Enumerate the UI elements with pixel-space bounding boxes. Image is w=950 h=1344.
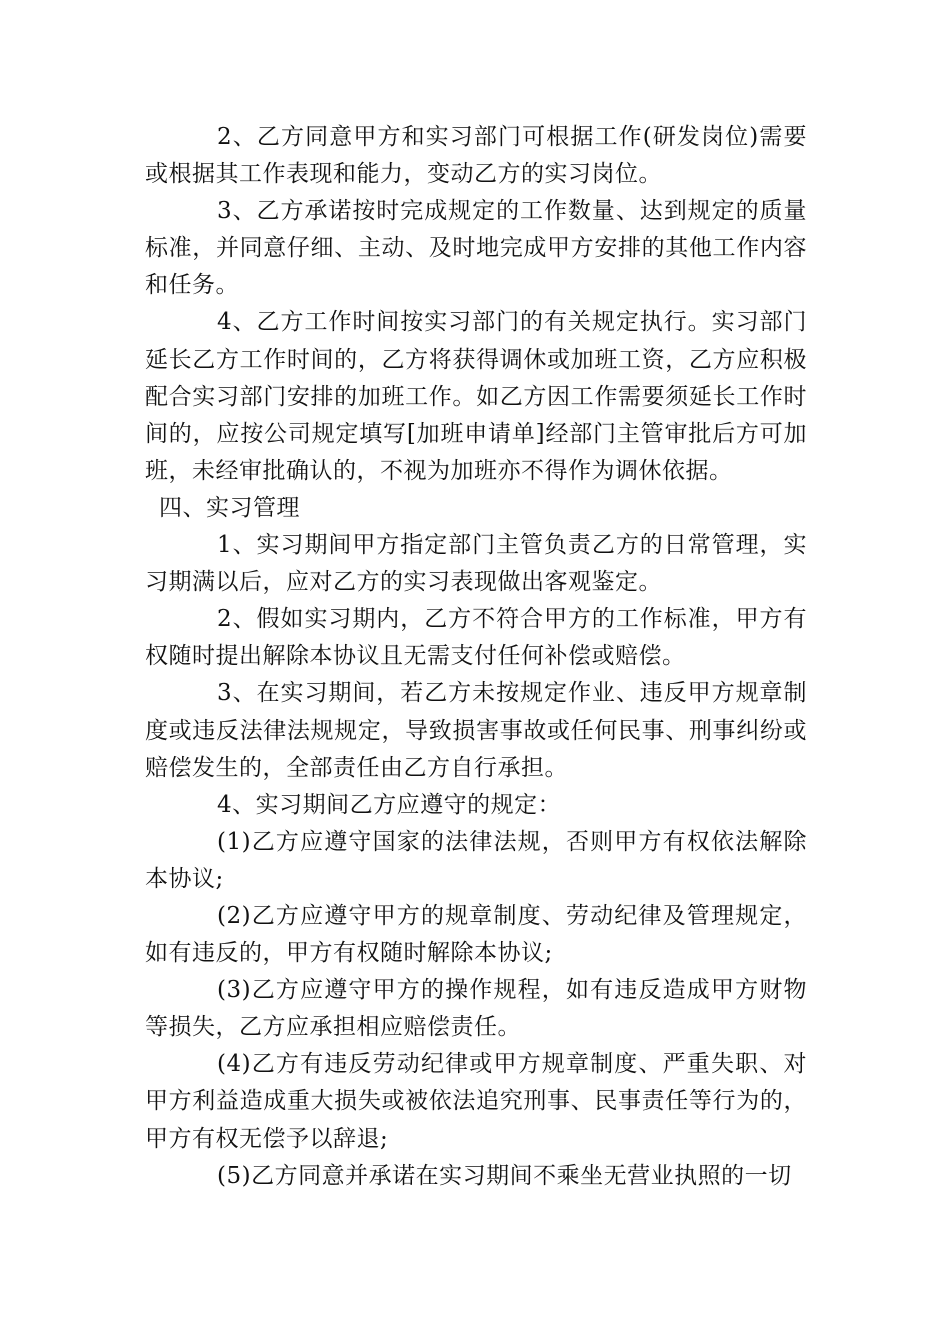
paragraph: (2)乙方应遵守甲方的规章制度、劳动纪律及管理规定，如有违反的，甲方有权随时解除本协议;	[145, 902, 807, 967]
paragraph: 2、假如实习期内，乙方不符合甲方的工作标准，甲方有权随时提出解除本协议且无需支付任何补偿或赔偿。	[145, 606, 807, 670]
paragraph: 2、乙方同意甲方和实习部门可根据工作(研发岗位)需要或根据其工作表现和能力，变动乙方的实习岗位。	[145, 124, 807, 188]
paragraph: 4、实习期间乙方应遵守的规定：	[217, 791, 562, 818]
paragraph: 1、实习期间甲方指定部门主管负责乙方的日常管理，实习期满以后，应对乙方的实习表现做出客观鉴定。	[145, 532, 807, 596]
section-heading: 四、实习管理	[159, 494, 300, 521]
document-page	[145, 119, 807, 1195]
paragraph: 3、在实习期间，若乙方未按规定作业、违反甲方规章制度或违反法律法规规定，导致损害事故或任何民事、刑事纠纷或赔偿发生的，全部责任由乙方自行承担。	[145, 680, 807, 781]
paragraph: 4、乙方工作时间按实习部门的有关规定执行。实习部门延长乙方工作时间的，乙方将获得调休或加班工资，乙方应积极配合实习部门安排的加班工作。如乙方因工作需要须延长工作时间的，应按公司规定填写[加班申请单]经部门主管审批后方可加班，未经审批确认的，不视为加班亦不得作为调休依据。	[145, 309, 807, 484]
paragraph: 3、乙方承诺按时完成规定的工作数量、达到规定的质量标准，并同意仔细、主动、及时地完成甲方安排的其他工作内容和任务。	[145, 198, 807, 299]
paragraph: (5)乙方同意并承诺在实习期间不乘坐无营业执照的一切	[217, 1162, 792, 1189]
paragraph: (1)乙方应遵守国家的法律法规，否则甲方有权依法解除本协议;	[145, 828, 807, 892]
paragraph: (3)乙方应遵守甲方的操作规程，如有违反造成甲方财物等损失，乙方应承担相应赔偿责任。	[145, 977, 807, 1041]
paragraph: (4)乙方有违反劳动纪律或甲方规章制度、严重失职、对甲方利益造成重大损失或被依法追究刑事、民事责任等行为的，甲方有权无偿予以辞退;	[145, 1051, 807, 1152]
